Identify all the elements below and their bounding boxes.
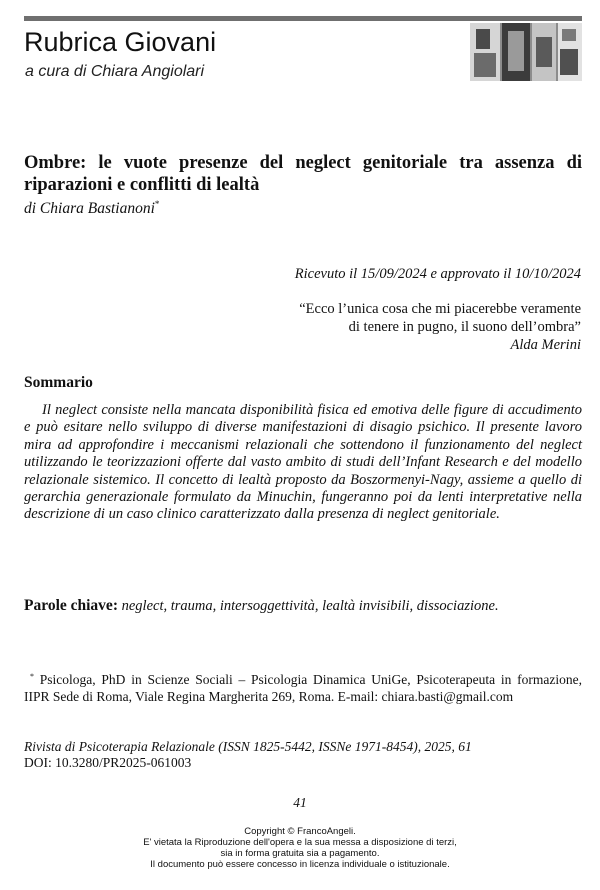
author-footnote (24, 668, 582, 705)
header-rule (24, 16, 582, 21)
keywords (24, 597, 582, 615)
epigraph (299, 300, 581, 354)
received-date: Ricevuto il 15/09/2024 e approvato il 10/10/2024 (294, 266, 581, 282)
keywords-list: neglect, trauma, intersoggettività, lealtà invisibili, dissociazione. (121, 598, 499, 614)
copyright-line: Copyright © FrancoAngeli. (244, 826, 356, 837)
footnote-mark: * (30, 672, 34, 681)
header-photo-collage (470, 23, 582, 81)
epigraph-line: “Ecco l’unica cosa che mi piacerebbe veramente (299, 301, 581, 317)
summary-text: Il neglect consiste nella mancata disponibilità fisica ed emotiva delle figure di accudimento e può esitare nello sviluppo di diverse manifestazioni di disagio psichico. Il presente lavoro mira ad approfondire i meccanismi relazionali che sottendono il funzionamento del neglect utilizzando le teorizzazioni offerte dal vasto ambito di studi dell’Infant Research e del modello relazionale sistemico. Il concetto di lealtà proposto da Boszormenyi-Nagy, assieme a quello di gerarchia generazionale formulato da Minuchin, fungeranno poi da lenti interpretative nella descrizione di un caso clinico caratterizzato dalla presenza di neglect genitoriale. (24, 402, 582, 523)
copyright-line: sia in forma gratuita sia a pagamento. (220, 848, 380, 859)
page-number: 41 (293, 795, 307, 810)
article-title: Ombre: le vuote presenze del neglect genitoriale tra assenza di riparazioni e conflitti di lealtà (24, 153, 582, 195)
rubric-title: Rubrica Giovani (24, 27, 217, 57)
journal-doi: DOI: 10.3280/PR2025-061003 (24, 755, 192, 770)
copyright-line: E' vietata la Riproduzione dell'opera e la sua messa a disposizione di terzi, (143, 837, 457, 848)
author-name: di Chiara Bastianoni (24, 200, 155, 217)
rubric-editor: a cura di Chiara Angiolari (25, 63, 205, 80)
copyright-notice (0, 826, 600, 870)
epigraph-attribution: Alda Merini (510, 337, 581, 353)
footnote-text: Psicologa, PhD in Scienze Sociali – Psicologia Dinamica UniGe, Psicoterapeuta in formazione, IIPR Sede di Roma, Viale Regina Margherita 269, Roma. E-mail: chiara.basti@gmail.com (24, 672, 583, 704)
author-footnote-mark: * (154, 199, 160, 209)
summary-heading: Sommario (24, 374, 93, 391)
keywords-label: Parole chiave: (24, 597, 118, 614)
journal-reference (24, 739, 582, 771)
journal-citation: Rivista di Psicoterapia Relazionale (ISSN 1825-5442, ISSNe 1971-8454), 2025, 61 (24, 739, 472, 754)
epigraph-line: di tenere in pugno, il suono dell’ombra” (348, 319, 581, 335)
copyright-line: Il documento può essere concesso in licenza individuale o istituzionale. (150, 859, 450, 870)
article-author (24, 199, 159, 218)
